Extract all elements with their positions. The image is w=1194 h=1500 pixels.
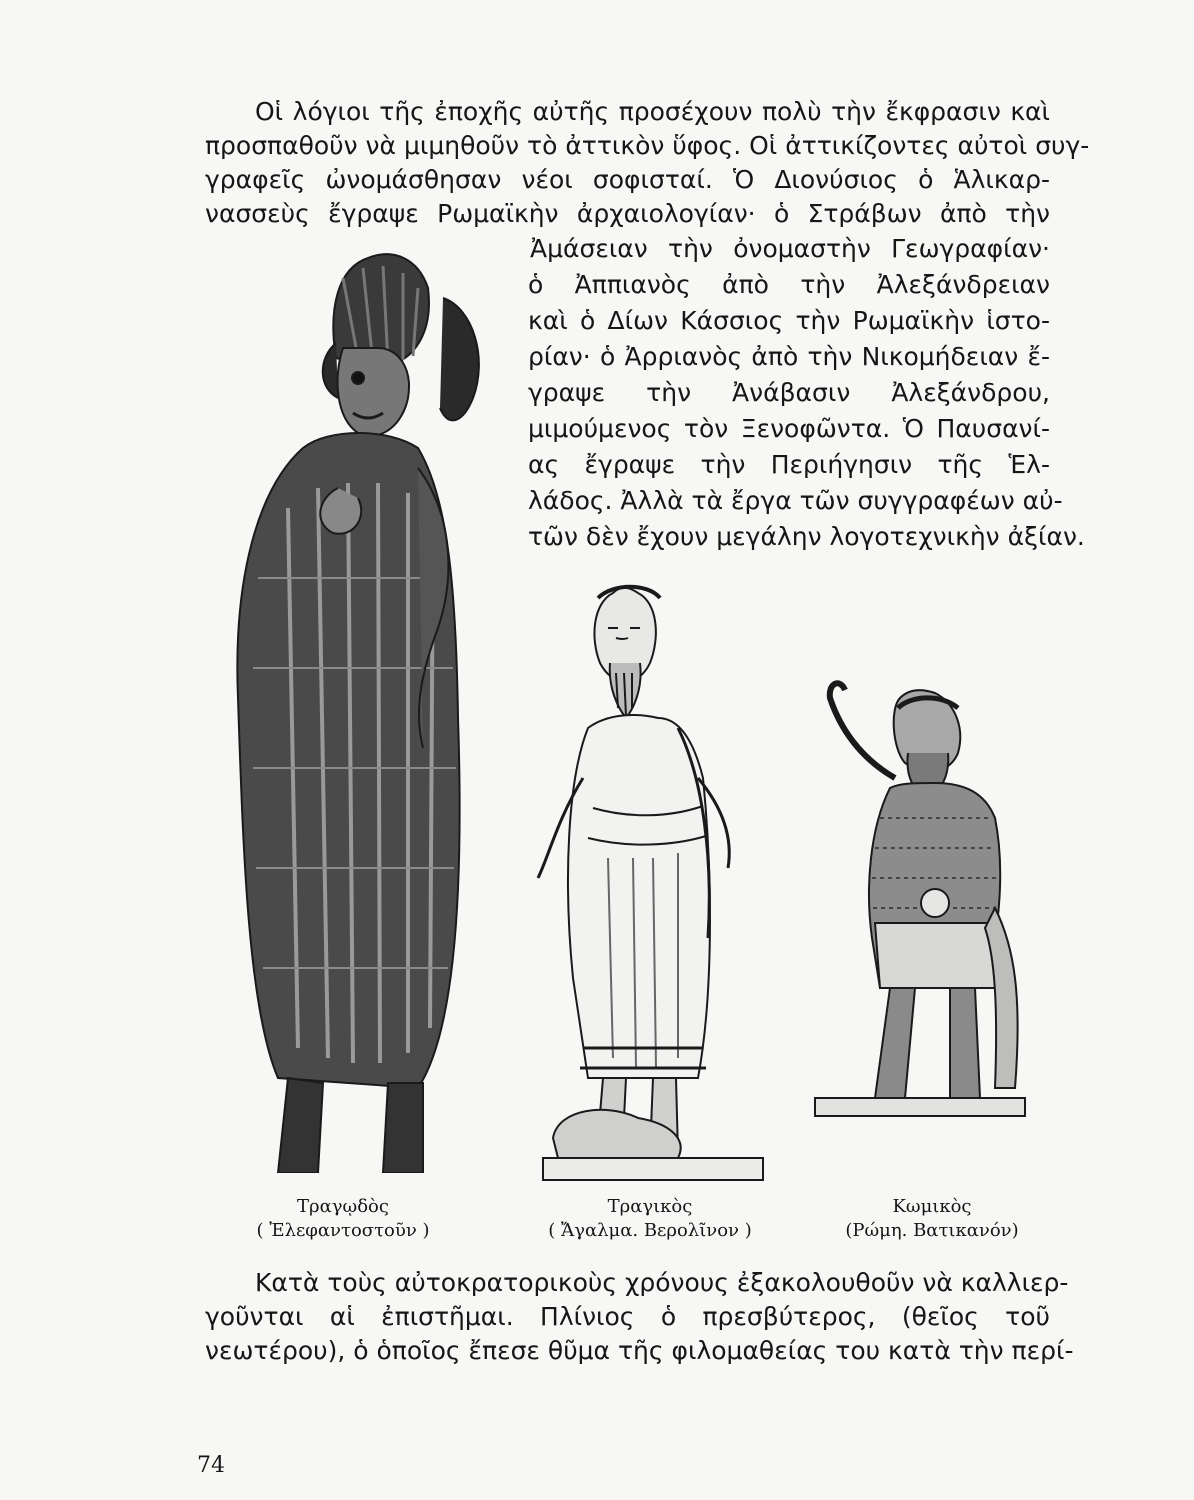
- text-line: γραφεῖς ὠνομάσθησαν νέοι σοφισταί. Ὁ Διονύσιος ὁ Ἁλικαρ-: [205, 165, 1050, 194]
- caption-source: (Ρώμη. Βατικανόν): [845, 1220, 1019, 1241]
- text-line: λάδος. Ἀλλὰ τὰ ἔργα τῶν συγγραφέων αὐ-: [528, 486, 1063, 515]
- caption-title: Κωμικὸς: [892, 1196, 972, 1217]
- text-line: Οἱ λόγιοι τῆς ἐποχῆς αὐτῆς προσέχουν πολὺ τὴν ἔκφρασιν καὶ: [255, 97, 1050, 126]
- caption-tragedian: [228, 1195, 458, 1243]
- text-line: προσπαθοῦν νὰ μιμηθοῦν τὸ ἀττικὸν ὕφος. Οἱ ἀττικίζοντες αὐτοὶ συγ-: [205, 131, 1090, 160]
- tragedian-illustration: [218, 248, 528, 1173]
- tragic-actor-figure: [528, 578, 778, 1183]
- text-line: γραψε τὴν Ἀνάβασιν Ἀλεξάνδρου,: [528, 378, 1050, 407]
- comic-actor-illustration: [800, 668, 1035, 1138]
- caption-comic-actor: [812, 1195, 1052, 1243]
- text-line: γοῦνται αἱ ἐπιστῆμαι. Πλίνιος ὁ πρεσβύτερος, (θεῖος τοῦ: [205, 1302, 1050, 1331]
- tragedian-ivory-figure: [218, 248, 528, 1173]
- comic-actor-figure: [800, 668, 1035, 1138]
- caption-title: Τραγῳδὸς: [297, 1196, 389, 1217]
- caption-tragic-actor: [510, 1195, 790, 1243]
- text-line: τῶν δὲν ἔχουν μεγάλην λογοτεχνικὴν ἀξίαν.: [528, 522, 1085, 551]
- text-line: Ἀμάσειαν τὴν ὀνομαστὴν Γεωγραφίαν·: [530, 234, 1050, 263]
- text-line: ρίαν· ὁ Ἀρριανὸς ἀπὸ τὴν Νικομήδειαν ἔ-: [528, 342, 1050, 371]
- text-line: καὶ ὁ Δίων Κάσσιος τὴν Ρωμαϊκὴν ἱστο-: [528, 306, 1050, 335]
- text-line: Κατὰ τοὺς αὐτοκρατορικοὺς χρόνους ἐξακολουθοῦν νὰ καλλιερ-: [255, 1268, 1069, 1297]
- text-line: μιμούμενος τὸν Ξενοφῶντα. Ὁ Παυσανί-: [528, 414, 1050, 443]
- text-line: ὁ Ἀππιανὸς ἀπὸ τὴν Ἀλεξάνδρειαν: [528, 270, 1050, 299]
- caption-source: ( Ἄγαλμα. Βερολῖνον ): [548, 1220, 752, 1241]
- text-line: ας ἔγραψε τὴν Περιήγησιν τῆς Ἑλ-: [528, 450, 1050, 479]
- tragic-actor-illustration: [528, 578, 778, 1183]
- text-line: νεωτέρου), ὁ ὁποῖος ἔπεσε θῦμα τῆς φιλομαθείας του κατὰ τὴν περί-: [205, 1336, 1074, 1365]
- page-number: 74: [197, 1453, 225, 1478]
- caption-source: ( Ἐλεφαντοστοῦν ): [256, 1220, 430, 1241]
- caption-title: Τραγικὸς: [607, 1196, 693, 1217]
- text-line: νασσεὺς ἔγραψε Ρωμαϊκὴν ἀρχαιολογίαν· ὁ Στράβων ἀπὸ τὴν: [205, 199, 1050, 228]
